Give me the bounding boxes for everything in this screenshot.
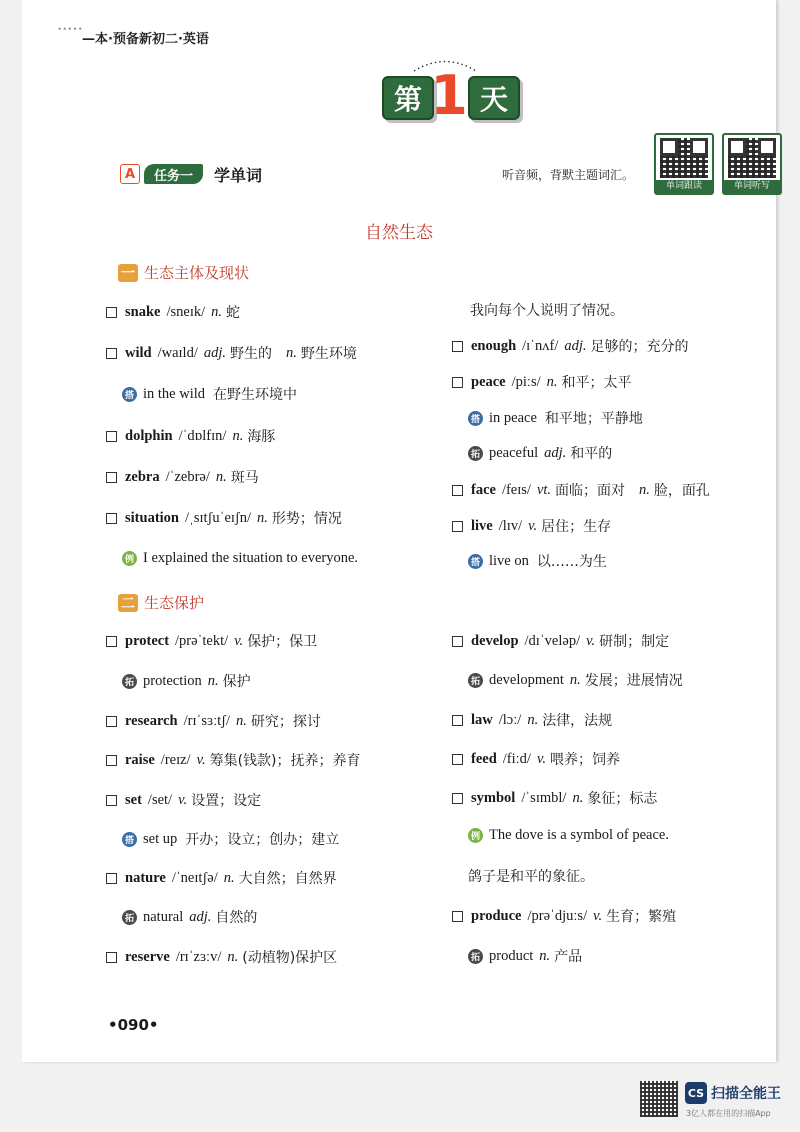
- part-of-speech: v.: [586, 632, 596, 649]
- camscanner-logo-icon: CS: [685, 1082, 707, 1104]
- checkbox[interactable]: [106, 952, 117, 963]
- phrase-in-the-wild: [122, 384, 297, 404]
- entry-set: [106, 790, 261, 810]
- checkbox[interactable]: [106, 348, 117, 359]
- part-of-speech: n.: [286, 344, 297, 361]
- part-of-speech: n.: [546, 373, 558, 390]
- derivative: protection: [143, 672, 202, 689]
- qr-code-icon: [640, 1081, 678, 1117]
- day-banner: [362, 63, 520, 127]
- phonetic: /ˈdɒlfɪn/: [178, 427, 227, 444]
- section-head-2: [118, 592, 204, 613]
- derivative-development: [468, 670, 683, 690]
- entry-nature: [106, 868, 337, 888]
- meaning: 野生环境: [300, 346, 357, 362]
- part-of-speech: n.: [639, 481, 650, 498]
- meaning: 和平的: [570, 446, 613, 462]
- entry-symbol: [452, 788, 657, 808]
- meaning: 发展；进展情况: [584, 673, 683, 689]
- checkbox[interactable]: [452, 793, 463, 804]
- task-title: 学单词: [214, 166, 263, 185]
- derivative-marker-icon: 拓: [122, 910, 137, 925]
- example-symbol: [468, 827, 669, 844]
- checkbox[interactable]: [106, 307, 117, 318]
- phrase-marker-icon: 搭: [468, 554, 483, 569]
- phonetic: /rɪˈzɜːv/: [175, 948, 222, 965]
- example-translation: 我向每个人说明了情况。: [470, 303, 624, 319]
- part-of-speech: n.: [232, 427, 244, 444]
- derivative: development: [489, 671, 564, 688]
- phonetic: /ˈneɪtʃə/: [171, 869, 218, 886]
- phonetic: /lɔː/: [498, 711, 522, 728]
- meaning: 设置；设定: [191, 793, 262, 809]
- entry-live: [452, 516, 611, 536]
- phonetic: /ˈzebrə/: [165, 468, 210, 485]
- part-of-speech: n.: [539, 947, 551, 964]
- part-of-speech: n.: [572, 789, 584, 806]
- headword: set: [125, 791, 142, 808]
- derivative: natural: [143, 908, 184, 925]
- qr-code-read-along[interactable]: [654, 133, 714, 195]
- section-number: 一: [118, 264, 138, 282]
- phrase-live-on: [468, 551, 607, 571]
- entry-reserve: [106, 947, 337, 967]
- qr-label: 单词跟读: [656, 180, 712, 193]
- phonetic: /prəˈdjuːs/: [527, 907, 588, 924]
- meaning: 面临；面对: [555, 483, 626, 499]
- meaning: 研究；探讨: [250, 714, 321, 730]
- meaning: 保护；保卫: [247, 634, 318, 650]
- entry-dolphin: [106, 426, 275, 446]
- qr-label: 单词听写: [724, 180, 780, 193]
- meaning: 形势；情况: [271, 511, 342, 527]
- example-situation: [122, 550, 358, 567]
- entry-wild: [106, 343, 357, 363]
- meaning: 法律，法规: [542, 713, 613, 729]
- header-dots: •••••: [58, 24, 84, 34]
- phonetic: /dɪˈveləp/: [524, 632, 581, 649]
- meaning: 足够的；充分的: [590, 339, 689, 355]
- meaning: 脸，面孔: [653, 483, 710, 499]
- entry-develop: [452, 631, 669, 651]
- part-of-speech: n.: [527, 711, 539, 728]
- phonetic: /waɪld/: [157, 344, 198, 361]
- phonetic: /reɪz/: [160, 751, 191, 768]
- topic-title: 自然生态: [365, 223, 433, 243]
- meaning: 喂养；饲养: [549, 752, 620, 768]
- phrase: live on: [489, 552, 529, 569]
- entry-raise: [106, 750, 361, 770]
- checkbox[interactable]: [452, 377, 463, 388]
- meaning: 开办；设立；创办；建立: [185, 832, 340, 848]
- derivative: peaceful: [489, 444, 539, 461]
- day-right-box: 天: [468, 76, 520, 120]
- checkbox[interactable]: [106, 795, 117, 806]
- derivative-marker-icon: 拓: [122, 674, 137, 689]
- entry-feed: [452, 749, 620, 769]
- headword: zebra: [125, 468, 160, 485]
- part-of-speech: n.: [236, 712, 247, 729]
- part-of-speech: n.: [207, 672, 219, 689]
- part-of-speech: adj.: [544, 444, 567, 461]
- phrase: in the wild: [143, 385, 206, 402]
- headword: develop: [471, 632, 519, 649]
- scanner-app-slogan: 3亿人都在用的扫描App: [686, 1109, 771, 1118]
- entry-zebra: [106, 467, 259, 487]
- qr-code-dictation[interactable]: [722, 133, 782, 195]
- headword: face: [471, 481, 496, 498]
- meaning: 和平地；平静地: [544, 411, 643, 427]
- example-marker-icon: 例: [122, 551, 137, 566]
- phrase-marker-icon: 搭: [122, 832, 137, 847]
- meaning: 研制；制定: [599, 634, 670, 650]
- day-number: 1: [430, 63, 468, 127]
- part-of-speech: n.: [223, 869, 235, 886]
- checkbox[interactable]: [452, 521, 463, 532]
- meaning: 生育；繁殖: [606, 909, 677, 925]
- part-of-speech: v.: [234, 632, 244, 649]
- example-symbol-translation: [468, 866, 594, 886]
- headword: nature: [125, 869, 166, 886]
- phonetic: /ˈsɪmbl/: [521, 789, 567, 806]
- example-marker-icon: 例: [468, 828, 483, 843]
- meaning: 野生的: [230, 346, 273, 362]
- checkbox[interactable]: [106, 472, 117, 483]
- headword: situation: [125, 509, 179, 526]
- headword: snake: [125, 303, 161, 320]
- qr-code-icon: [660, 138, 708, 178]
- meaning: 保护: [222, 674, 251, 690]
- part-of-speech: adj.: [564, 337, 587, 354]
- headword: live: [471, 517, 493, 534]
- checkbox[interactable]: [452, 911, 463, 922]
- day-left-box: 第: [382, 76, 434, 120]
- headword: wild: [125, 344, 152, 361]
- entry-enough: [452, 336, 689, 356]
- checkbox[interactable]: [106, 873, 117, 884]
- phrase: set up: [143, 830, 178, 847]
- part-of-speech: v.: [528, 517, 538, 534]
- phonetic: /ɪˈnʌf/: [522, 337, 559, 354]
- section-number: 二: [118, 594, 138, 612]
- example-sentence: The dove is a symbol of peace.: [489, 827, 669, 843]
- part-of-speech: n.: [569, 671, 581, 688]
- meaning: 象征；标志: [587, 791, 658, 807]
- derivative-marker-icon: 拓: [468, 949, 483, 964]
- phrase-in-peace: [468, 408, 643, 428]
- workbook-page: [22, 0, 776, 1062]
- page-number: •090•: [108, 1016, 159, 1034]
- headword: raise: [125, 751, 155, 768]
- meaning: 大自然；自然界: [238, 871, 337, 887]
- part-of-speech: v.: [196, 751, 206, 768]
- derivative-marker-icon: 拓: [468, 446, 483, 461]
- entry-protect: [106, 631, 317, 651]
- entry-face: [452, 480, 710, 500]
- entry-peace: [452, 372, 632, 392]
- section-head-1: [118, 262, 249, 283]
- checkbox[interactable]: [452, 715, 463, 726]
- part-of-speech: n.: [257, 509, 268, 526]
- meaning: 居住；生存: [541, 519, 612, 535]
- derivative-peaceful: [468, 443, 612, 463]
- headword: enough: [471, 337, 517, 354]
- headword: reserve: [125, 948, 170, 965]
- phonetic: /prəˈtekt/: [175, 632, 229, 649]
- example-situation-translation: [470, 300, 624, 320]
- headword: protect: [125, 632, 170, 649]
- book-title: —本·预备新初二·英语: [82, 32, 209, 47]
- checkbox[interactable]: [106, 716, 117, 727]
- part-of-speech: n.: [215, 468, 227, 485]
- meaning: 产品: [554, 949, 583, 965]
- checkbox[interactable]: [106, 513, 117, 524]
- checkbox[interactable]: [452, 754, 463, 765]
- section-label: 生态主体及现状: [144, 264, 250, 282]
- entry-produce: [452, 906, 676, 926]
- meaning: (动植物)保护区: [242, 950, 338, 966]
- meaning: 和平；太平: [561, 375, 632, 391]
- headword: law: [471, 711, 493, 728]
- phrase: in peace: [489, 409, 537, 426]
- part-of-speech: n.: [211, 303, 223, 320]
- headword: research: [125, 712, 178, 729]
- part-of-speech: v.: [593, 907, 603, 924]
- part-of-speech: v.: [536, 750, 546, 767]
- section-label: 生态保护: [144, 594, 205, 612]
- scanner-app-name: 扫描全能王: [711, 1086, 781, 1102]
- checkbox[interactable]: [452, 636, 463, 647]
- meaning: 斑马: [230, 470, 259, 486]
- meaning: 自然的: [215, 910, 258, 926]
- phrase-marker-icon: 搭: [122, 387, 137, 402]
- part-of-speech: n.: [227, 948, 239, 965]
- qr-code-icon: [728, 138, 776, 178]
- phonetic: /rɪˈsɜːtʃ/: [183, 712, 230, 729]
- part-of-speech: adj.: [189, 908, 212, 925]
- headword: dolphin: [125, 427, 173, 444]
- phonetic: /ˌsɪtʃuˈeɪʃn/: [185, 509, 252, 526]
- checkbox[interactable]: [106, 755, 117, 766]
- meaning: 筹集(钱款)；抚养；养育: [209, 753, 361, 769]
- headword: feed: [471, 750, 497, 767]
- checkbox[interactable]: [106, 431, 117, 442]
- entry-snake: [106, 302, 240, 322]
- derivative-natural: [122, 907, 257, 927]
- task-letter: A: [120, 164, 140, 184]
- headword: produce: [471, 907, 522, 924]
- part-of-speech: v.: [178, 791, 188, 808]
- checkbox[interactable]: [106, 636, 117, 647]
- derivative-protection: [122, 671, 251, 691]
- phonetic: /set/: [147, 791, 173, 808]
- headword: symbol: [471, 789, 516, 806]
- part-of-speech: adj.: [203, 344, 227, 361]
- example-sentence: I explained the situation to everyone.: [143, 550, 359, 566]
- meaning: 在野生环境中: [213, 387, 298, 403]
- entry-law: [452, 710, 612, 730]
- phrase-set-up: [122, 829, 339, 849]
- phonetic: /sneɪk/: [166, 303, 206, 320]
- task-pill: 任务一: [144, 164, 203, 184]
- entry-research: [106, 711, 321, 731]
- derivative: product: [489, 947, 534, 964]
- phonetic: /feɪs/: [501, 481, 531, 498]
- phrase-marker-icon: 搭: [468, 411, 483, 426]
- derivative-product: [468, 946, 582, 966]
- example-translation: 鸽子是和平的象征。: [468, 869, 594, 885]
- entry-situation: [106, 508, 342, 528]
- phonetic: /piːs/: [511, 373, 541, 390]
- audio-instruction: 听音频，背默主题词汇。: [502, 168, 635, 182]
- meaning: 海豚: [247, 429, 276, 445]
- meaning: 以……为生: [536, 554, 607, 570]
- headword: peace: [471, 373, 506, 390]
- part-of-speech: vt.: [536, 481, 552, 498]
- phonetic: /fiːd/: [502, 750, 531, 767]
- phonetic: /lɪv/: [498, 517, 523, 534]
- meaning: 蛇: [226, 305, 241, 321]
- checkbox[interactable]: [452, 485, 463, 496]
- checkbox[interactable]: [452, 341, 463, 352]
- derivative-marker-icon: 拓: [468, 673, 483, 688]
